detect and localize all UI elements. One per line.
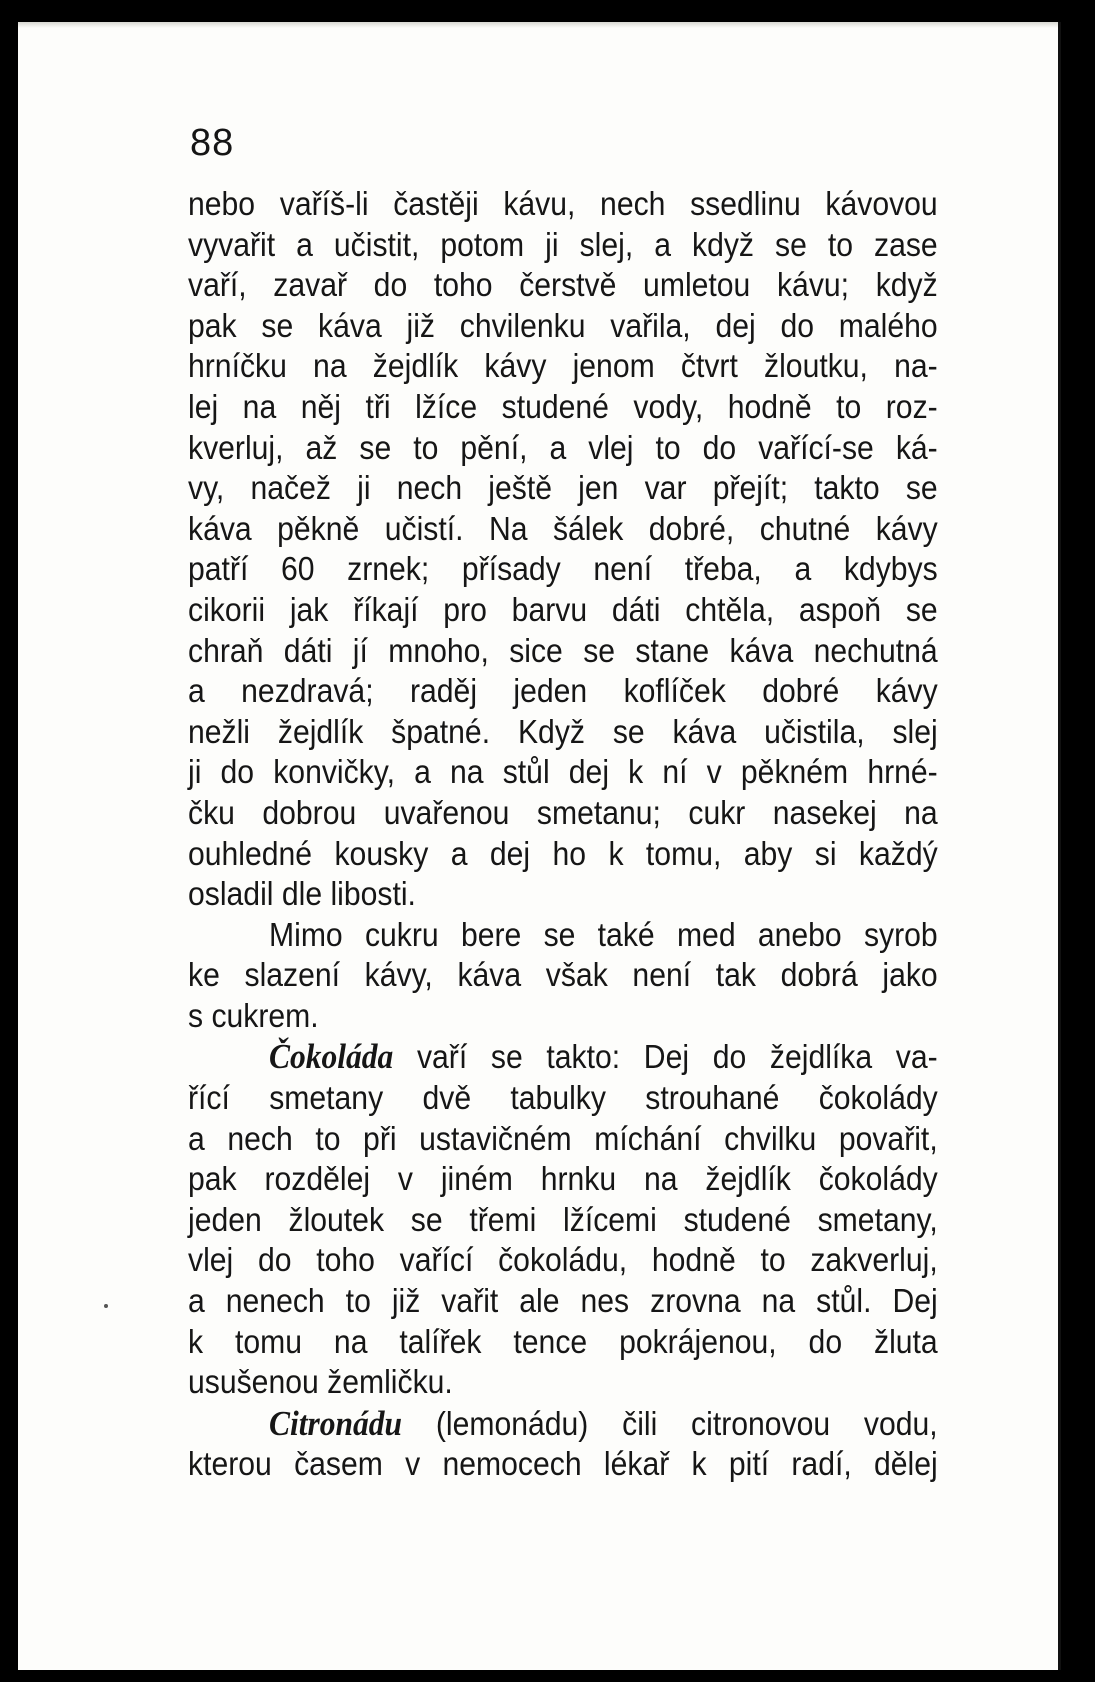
text-line: čku dobrou uvařenou smetanu; cukr nasekej na — [188, 794, 938, 832]
paragraph-coffee — [188, 185, 938, 916]
paragraph-chocolate — [188, 1037, 938, 1403]
paragraph-sweetening — [188, 916, 938, 1038]
text-line: osladil dle libosti. — [188, 876, 416, 914]
recipe-term: Citronádu — [269, 1403, 403, 1443]
text-line: řící smetany dvě tabulky strouhané čokolády — [188, 1080, 938, 1118]
text-line: pak rozdělej v jiném hrnku na žejdlík čokolády — [188, 1161, 938, 1199]
text-line-first — [188, 1037, 938, 1079]
text-line: vyvařit a učistit, potom ji slej, a když se to zase — [188, 226, 938, 264]
text-line: vaří, zavař do toho čerstvě umletou kávu; když — [188, 267, 938, 305]
page-number: 88 — [190, 122, 235, 164]
text-line: vlej do toho vařící čokoládu, hodně to zakverluj, — [188, 1242, 938, 1280]
text-line: kverluj, až se to pění, a vlej to do vařící-se ká- — [188, 429, 938, 467]
text-line-first — [188, 1404, 938, 1446]
text-line: lej na něj tři lžíce studené vody, hodně to roz- — [188, 388, 938, 426]
text-line-rest: (lemonádu) čili citronovou vodu, — [402, 1405, 938, 1443]
text-line: kterou časem v nemocech lékař k pití radí, dělej — [188, 1446, 938, 1484]
text-line: ke slazení kávy, káva však není tak dobrá jako — [188, 957, 938, 995]
text-line: ouhledné kousky a dej ho k tomu, aby si každý — [188, 835, 938, 873]
text-line: k tomu na talířek tence pokrájenou, do žluta — [188, 1323, 938, 1361]
text-line: a nenech to již vařit ale nes zrovna na stůl. Dej — [188, 1283, 938, 1321]
text-line: patří 60 zrnek; přísady není třeba, a kdybys — [188, 551, 938, 589]
text-line: chraň dáti jí mnoho, sice se stane káva nechutná — [188, 632, 938, 670]
scan-speck — [104, 1304, 108, 1308]
text-line-rest: vaří se takto: Dej do žejdlíka va- — [393, 1039, 938, 1077]
text-line: s cukrem. — [188, 997, 319, 1035]
text-line: jeden žloutek se třemi lžícemi studené smetany, — [188, 1201, 938, 1239]
text-line: a nech to při ustavičném míchání chvilku povařit, — [188, 1120, 938, 1158]
text-line: nežli žejdlík špatné. Když se káva učistila, slej — [188, 713, 938, 751]
text-line: cikorii jak říkají pro barvu dáti chtěla, aspoň se — [188, 591, 938, 629]
text-line: ji do konvičky, a na stůl dej k ní v pěkném hrné- — [188, 754, 938, 792]
book-page — [18, 22, 1061, 1670]
text-line: vy, načež ji nech ještě jen var přejít; takto se — [188, 470, 938, 508]
text-line: Mimo cukru bere se také med anebo syrob — [269, 916, 938, 954]
body-text — [188, 185, 938, 1486]
text-line: nebo vaříš-li častěji kávu, nech ssedlinu kávovou — [188, 186, 938, 223]
scan-edge — [18, 22, 1058, 28]
text-line: a nezdravá; raděj jeden koflíček dobré kávy — [188, 673, 938, 711]
text-line: káva pěkně učistí. Na šálek dobré, chutné kávy — [188, 510, 938, 548]
text-line: pak se káva již chvilenku vařila, dej do malého — [188, 307, 938, 345]
paragraph-lemonade — [188, 1403, 938, 1486]
text-line: usušenou žemličku. — [188, 1364, 453, 1402]
text-line: hrníčku na žejdlík kávy jenom čtvrt žloutku, na- — [188, 348, 938, 386]
recipe-term: Čokoláda — [269, 1037, 394, 1077]
